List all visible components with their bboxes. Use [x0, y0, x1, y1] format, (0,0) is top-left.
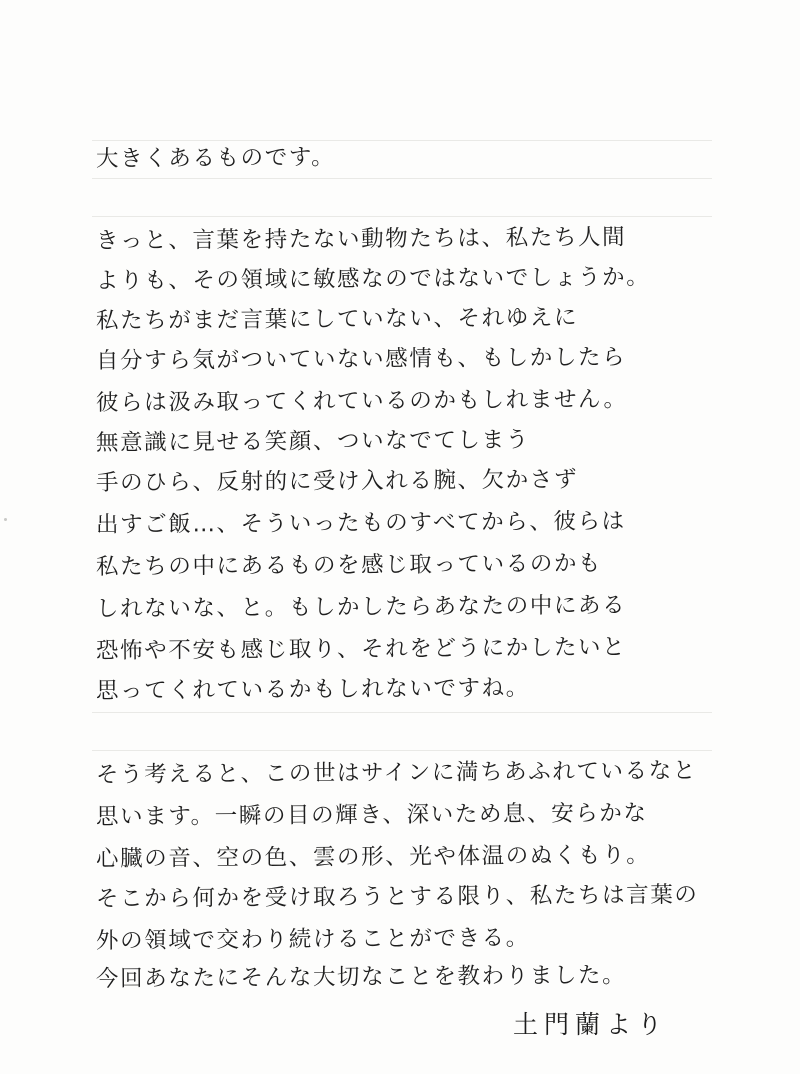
- letter-line: 私たちがまだ言葉にしていない、それゆえに: [95, 304, 579, 334]
- letter-line: きっと、言葉を持たない動物たちは、私たち人間: [95, 224, 627, 254]
- signature: 土門蘭より: [513, 1010, 669, 1039]
- letter-line: 無意識に見せる笑顔、ついなでてしまう: [95, 426, 530, 456]
- letter-line: そこから何かを受け取ろうとする限り、私たちは言葉の: [95, 881, 699, 912]
- letter-line: 手のひら、反射的に受け入れる腕、欠かさず: [95, 466, 579, 496]
- letter-line: 大きくあるものです。: [95, 144, 336, 172]
- letter-line: 心臓の音、空の色、雲の形、光や体温のぬくもり。: [95, 842, 651, 872]
- letter-line: 思ってくれているかもしれないですね。: [95, 674, 530, 704]
- letter-line: 今回あなたにそんな大切なことを教わりました。: [95, 962, 627, 992]
- letter-line: 自分すら気がついていない感情も、もしかしたら: [95, 344, 627, 374]
- ruled-line: [92, 750, 712, 751]
- letter-line: しれないな、と。もしかしたらあなたの中にある: [95, 592, 627, 622]
- scan-dot: [4, 518, 7, 521]
- letter-line: 出すご飯…、そういったものすべてから、彼らは: [95, 508, 626, 538]
- letter-line: 彼らは汲み取ってくれているのかもしれません。: [95, 386, 628, 416]
- letter-line: 恐怖や不安も感じ取り、それをどうにかしたいと: [95, 634, 627, 664]
- ruled-line: [92, 216, 712, 217]
- letter-line: よりも、その領域に敏感なのではないでしょうか。: [95, 264, 651, 294]
- letter-line: そう考えると、この世はサインに満ちあふれているなと: [95, 757, 698, 788]
- letter-line: 私たちの中にあるものを感じ取っているのかも: [95, 550, 603, 580]
- ruled-line: [92, 178, 712, 179]
- letter-line: 外の領域で交わり続けることができる。: [95, 924, 530, 954]
- letter-line: 思います。一瞬の目の輝き、深いため息、安らかな: [95, 800, 648, 830]
- ruled-line: [92, 712, 712, 713]
